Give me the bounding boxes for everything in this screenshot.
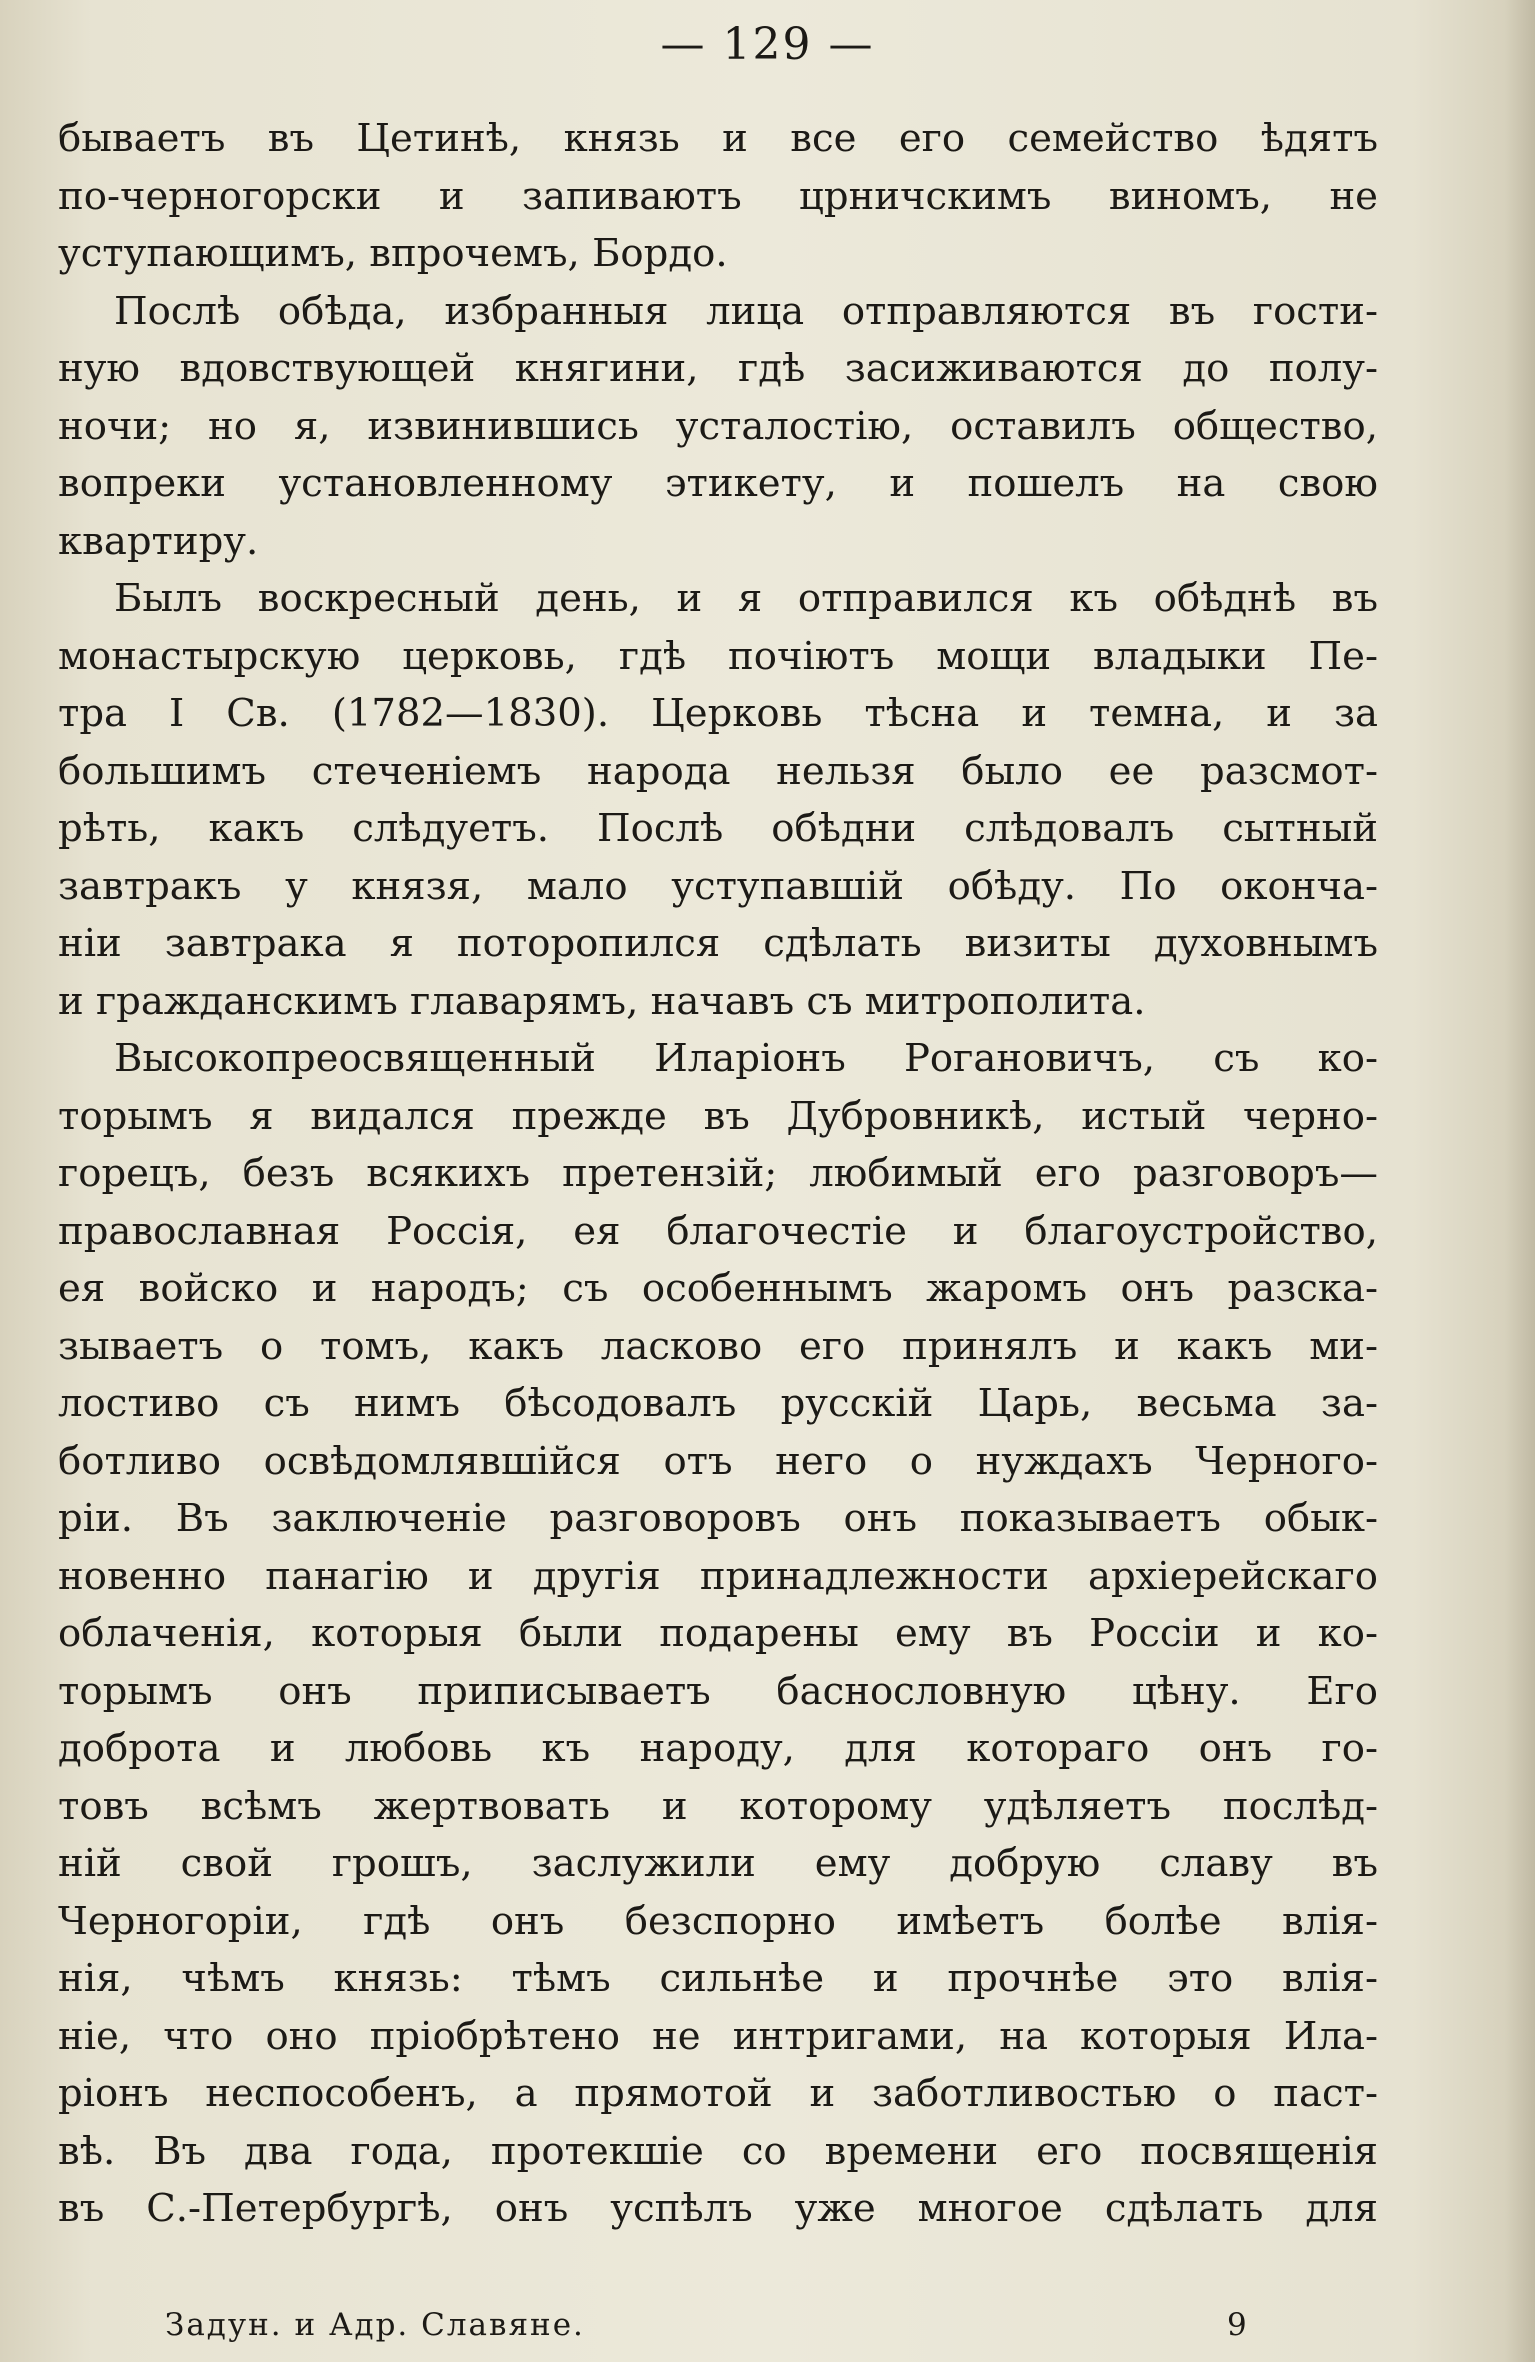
page-header <box>0 10 1535 80</box>
text-line: товъ всѣмъ жертвовать и которому удѣляетъ послѣд- <box>58 1783 1378 1829</box>
text-line: рѣть, какъ слѣдуетъ. Послѣ обѣдни слѣдовалъ сытный <box>58 806 1378 851</box>
body-text <box>58 110 1378 2238</box>
text-line: торымъ я видался прежде въ Дубровникѣ, истый черно- <box>58 1093 1378 1139</box>
text-line: доброта и любовь къ народу, для котораго онъ го- <box>58 1726 1378 1771</box>
text-line: ніи завтрака я поторопился сдѣлать визиты духовнымъ <box>58 921 1378 966</box>
text-line: въ С.-Петербургѣ, онъ успѣлъ уже многое сдѣлать для <box>58 2186 1378 2231</box>
text-line: ріи. Въ заключеніе разговоровъ онъ показываетъ обык- <box>58 1496 1378 1541</box>
text-line: большимъ стеченіемъ народа нельзя было ее разсмот- <box>58 748 1378 794</box>
text-line: ніе, что оно пріобрѣтено не интригами, на которыя Ила- <box>58 2013 1378 2059</box>
text-line: бываетъ въ Цетинѣ, князь и все его семейство ѣдятъ <box>58 116 1378 161</box>
text-line: Послѣ обѣда, избранныя лица отправляются въ гости- <box>114 288 1378 334</box>
text-line: монастырскую церковь, гдѣ почіютъ мощи владыки Пе- <box>58 633 1378 679</box>
text-line: нія, чѣмъ князь: тѣмъ сильнѣе и прочнѣе это влія- <box>58 1956 1378 2001</box>
text-line: ній свой грошъ, заслужили ему добрую славу въ <box>58 1841 1378 1886</box>
text-line: Высокопреосвященный Иларіонъ Рогановичъ, съ ко- <box>114 1036 1378 1081</box>
text-line: торымъ онъ приписываетъ баснословную цѣну. Его <box>58 1668 1378 1714</box>
text-line: ріонъ неспособенъ, а прямотой и заботливостью о паст- <box>58 2071 1378 2116</box>
text-line: лостиво съ нимъ бѣсодовалъ русскій Царь, весьма за- <box>58 1381 1378 1426</box>
text-line: новенно панагію и другія принадлежности архіерейскаго <box>58 1553 1378 1599</box>
text-line: уступающимъ, впрочемъ, Бордо. <box>58 231 728 276</box>
text-line: православная Россія, ея благочестіе и благоустройство, <box>58 1208 1378 1254</box>
text-line: Былъ воскресный день, и я отправился къ обѣднѣ въ <box>114 576 1378 621</box>
text-line: ботливо освѣдомлявшійся отъ него о нуждахъ Черного- <box>58 1438 1378 1484</box>
text-line: тра I Св. (1782—1830). Церковь тѣсна и темна, и за <box>58 691 1378 736</box>
text-line: ея войско и народъ; съ особеннымъ жаромъ онъ разска- <box>58 1266 1378 1311</box>
text-line: квартиру. <box>58 518 259 564</box>
text-line: ночи; но я, извинившись усталостію, оставилъ общество, <box>58 403 1378 449</box>
footer-sheet-number: 9 <box>1227 2307 1247 2343</box>
text-line: завтракъ у князя, мало уступавшій обѣду. По оконча- <box>58 863 1378 909</box>
text-line: и гражданскимъ главарямъ, начавъ съ митрополита. <box>58 978 1146 1024</box>
text-line: вѣ. Въ два года, протекшіе со времени его посвященія <box>58 2128 1378 2174</box>
text-line: ную вдовствующей княгини, гдѣ засиживаются до полу- <box>58 346 1378 391</box>
text-line: Черногоріи, гдѣ онъ безспорно имѣетъ болѣе влія- <box>58 1898 1378 1944</box>
text-line: горецъ, безъ всякихъ претензій; любимый его разговоръ— <box>58 1151 1378 1196</box>
footer-signature: Задун. и Адр. Славяне. <box>165 2307 585 2343</box>
page-number: — 129 — <box>660 19 875 70</box>
text-line: облаченія, которыя были подарены ему въ Россіи и ко- <box>58 1611 1378 1656</box>
page-edge-shadow <box>1505 0 1535 2362</box>
text-line: зываетъ о томъ, какъ ласково его принялъ и какъ ми- <box>58 1323 1378 1369</box>
text-line: вопреки установленному этикету, и пошелъ на свою <box>58 461 1378 506</box>
text-line: по-черногорски и запиваютъ црничскимъ виномъ, не <box>58 173 1378 219</box>
